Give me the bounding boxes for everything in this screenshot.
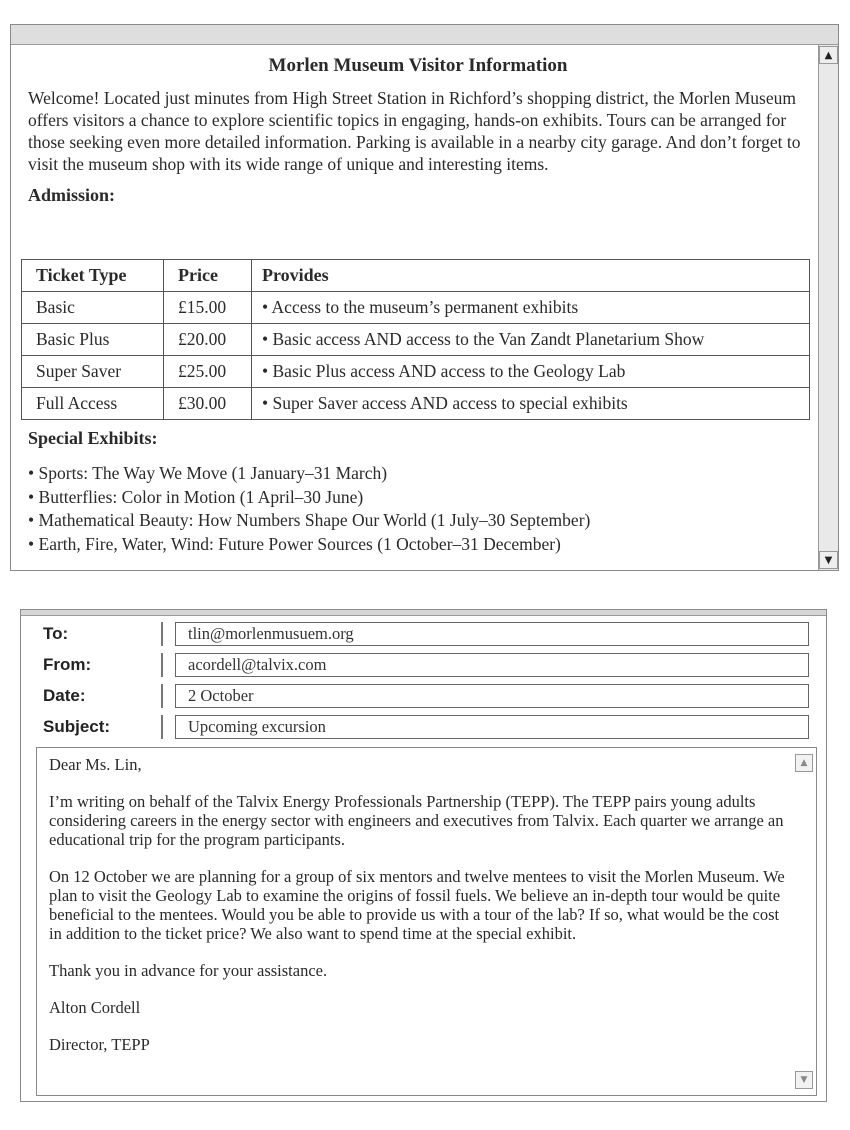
info-content: [28, 55, 808, 206]
header-ticket-type: Ticket Type: [22, 260, 164, 292]
email-header-from: [33, 653, 809, 677]
signature-title: Director, TEPP: [49, 1035, 150, 1054]
table-row: [22, 356, 810, 388]
special-exhibits-heading: Special Exhibits:: [28, 428, 158, 448]
from-label: From:: [33, 653, 163, 677]
table-row: [22, 292, 810, 324]
special-exhibits-list: [28, 462, 590, 556]
price-cell: £25.00: [164, 356, 252, 388]
provides-cell: • Basic access AND access to the Van Zandt Planetarium Show: [252, 324, 810, 356]
list-item: • Earth, Fire, Water, Wind: Future Power Sources (1 October–31 December): [28, 533, 590, 557]
date-field[interactable]: 2 October: [175, 684, 809, 708]
ticket-type-cell: Full Access: [22, 388, 164, 420]
price-cell: £30.00: [164, 388, 252, 420]
email-header-subject: [33, 715, 809, 739]
list-item: • Sports: The Way We Move (1 January–31 March): [28, 462, 590, 486]
subject-label: Subject:: [33, 715, 163, 739]
scroll-down-arrow-icon[interactable]: ▼: [795, 1071, 813, 1089]
email-body[interactable]: [36, 747, 817, 1096]
page-title: Morlen Museum Visitor Information: [268, 55, 568, 76]
table-row: [22, 324, 810, 356]
scrollbar[interactable]: [818, 45, 838, 570]
subject-field[interactable]: Upcoming excursion: [175, 715, 809, 739]
body-paragraph-3: Thank you in advance for your assistance.: [49, 961, 328, 980]
provides-cell: • Super Saver access AND access to special exhibits: [252, 388, 810, 420]
email-header-date: [33, 684, 809, 708]
price-cell: £20.00: [164, 324, 252, 356]
list-item: • Mathematical Beauty: How Numbers Shape Our World (1 July–30 September): [28, 509, 590, 533]
body-paragraph-1: I’m writing on behalf of the Talvix Energy Professionals Partnership (TEPP). The TEPP pairs young adults considering careers in the energy sector with engineers and executives from Talvix. Each quarter we arrange an educational trip for the program participants.: [49, 792, 784, 849]
provides-cell: • Access to the museum’s permanent exhibits: [252, 292, 810, 324]
visitor-info-window: [10, 24, 839, 571]
ticket-type-cell: Basic: [22, 292, 164, 324]
intro-paragraph: Welcome! Located just minutes from High Street Station in Richford’s shopping district, the Morlen Museum offers visitors a chance to explore scientific topics in engaging, hands-on exhibits. Tours can be arranged for those seeking even more detailed information. Parking is available in a nearby city garage. And don’t forget to visit the museum shop with its wide range of unique and interesting items.: [28, 88, 801, 174]
header-price: Price: [164, 260, 252, 292]
admission-heading: Admission:: [28, 185, 116, 205]
date-label: Date:: [33, 684, 163, 708]
body-paragraph-2: On 12 October we are planning for a group of six mentors and twelve mentees to visit the Morlen Museum. We plan to visit the Geology Lab to examine the origins of fossil fuels. We believe an in-depth tour would be quite beneficial to the mentees. Would you be able to provide us with a tour of the lab? If so, what would be the cost in addition to the ticket price? We also want to spend time at the special exhibit.: [49, 867, 785, 943]
email-body-text: [49, 755, 789, 1072]
scroll-up-arrow-icon[interactable]: ▲: [795, 754, 813, 772]
table-header-row: [22, 260, 810, 292]
ticket-type-cell: Basic Plus: [22, 324, 164, 356]
list-item: • Butterflies: Color in Motion (1 April–30 June): [28, 486, 590, 510]
admission-table: [21, 259, 810, 420]
price-cell: £15.00: [164, 292, 252, 324]
to-field[interactable]: tlin@morlenmusuem.org: [175, 622, 809, 646]
scroll-down-arrow-icon[interactable]: ▼: [819, 551, 838, 569]
table-row: [22, 388, 810, 420]
signature-name: Alton Cordell: [49, 998, 141, 1017]
email-window: [20, 609, 827, 1102]
header-provides: Provides: [252, 260, 810, 292]
to-label: To:: [33, 622, 163, 646]
window-title-bar[interactable]: [21, 610, 826, 616]
ticket-type-cell: Super Saver: [22, 356, 164, 388]
email-scrollbar[interactable]: [790, 748, 816, 1095]
provides-cell: • Basic Plus access AND access to the Geology Lab: [252, 356, 810, 388]
from-field[interactable]: acordell@talvix.com: [175, 653, 809, 677]
window-title-bar[interactable]: [11, 25, 838, 45]
greeting: Dear Ms. Lin,: [49, 755, 142, 774]
email-header-to: [33, 622, 809, 646]
scroll-up-arrow-icon[interactable]: ▲: [819, 46, 838, 64]
